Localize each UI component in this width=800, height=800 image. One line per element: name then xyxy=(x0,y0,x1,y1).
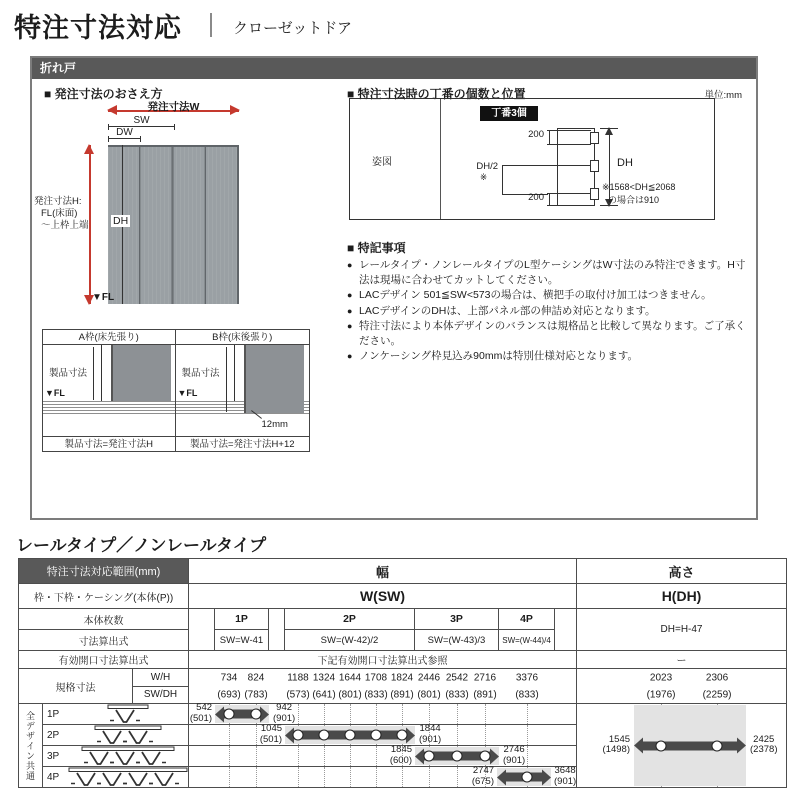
hinge-icon xyxy=(590,132,599,144)
standard-heights-row xyxy=(577,669,786,686)
standard-heights-inner-row xyxy=(577,686,786,703)
frame-b-title: B枠(床後張り) xyxy=(176,330,310,345)
note-item xyxy=(347,304,749,319)
range-max-inner: (901) xyxy=(419,734,442,745)
panel-count-label: 本体枚数 xyxy=(19,609,189,630)
grid-dotted-line xyxy=(298,746,299,766)
cell-divider xyxy=(440,99,441,219)
order-height-dimension xyxy=(89,145,91,304)
range-min-value: 1845 xyxy=(390,744,413,756)
bullet-icon: ● xyxy=(347,290,353,300)
standard-width-value: 2716 xyxy=(473,672,497,683)
standard-size-marker-icon xyxy=(224,709,235,720)
dim-line xyxy=(502,165,503,194)
range-max-value: 942 xyxy=(276,702,293,714)
formula-2p: SW=(W-42)/2 xyxy=(285,630,415,651)
hinge-note-line1: ※1568<DH≦2068 xyxy=(602,182,676,192)
tick-icon xyxy=(108,136,109,142)
product-dimension-line xyxy=(93,347,94,400)
standard-width-value: 1324 xyxy=(312,672,336,683)
range-max-label xyxy=(503,745,525,767)
grid-dotted-line xyxy=(256,767,257,787)
standard-widths-cell xyxy=(189,669,577,704)
arrow-up-icon xyxy=(605,127,613,135)
standard-width-inner-value: (801) xyxy=(417,689,441,700)
standard-size-marker-icon xyxy=(371,730,382,741)
range-chart-4p xyxy=(189,767,577,788)
grid-dotted-line xyxy=(429,704,430,724)
grid-dotted-line xyxy=(229,746,230,766)
unit-label: 単位:mm xyxy=(704,90,742,101)
standard-height-inner-value: (2259) xyxy=(702,689,732,700)
folding-door-panel xyxy=(30,56,758,520)
standard-width-inner-value: (833) xyxy=(515,689,539,700)
width-header: 幅 xyxy=(189,559,577,584)
standard-size-marker-icon xyxy=(293,730,304,741)
standard-width-inner-value: (693) xyxy=(217,689,241,700)
panel-row-label: 1P xyxy=(47,708,60,720)
fl-marker: ▼FL xyxy=(177,388,198,398)
standard-width-value: 1708 xyxy=(364,672,388,683)
grid-dotted-line xyxy=(376,704,377,724)
spacer-cell xyxy=(269,609,285,651)
dim-mid-mark: ※ xyxy=(480,172,488,182)
grid-dotted-line xyxy=(376,746,377,766)
standard-width-value: 1188 xyxy=(287,672,309,683)
range-chart-1p xyxy=(189,704,577,725)
height-range-cell xyxy=(577,704,787,788)
range-min-value: 1045 xyxy=(260,723,283,735)
standard-size-marker-icon xyxy=(251,709,262,720)
dh-label: DH xyxy=(113,215,129,227)
dim-line xyxy=(549,193,550,205)
frame-line xyxy=(234,345,235,401)
grid-dotted-line xyxy=(402,704,403,724)
folding-door-glyph xyxy=(81,746,175,766)
grid-dotted-line xyxy=(350,767,351,787)
standard-size-marker-icon xyxy=(656,740,667,751)
standard-width-value: 1824 xyxy=(390,672,414,683)
panel-count-3p: 3P xyxy=(415,609,499,630)
folding-door-icon-3p xyxy=(67,746,188,766)
range-max-value: 2746 xyxy=(503,744,525,756)
range-max-label xyxy=(273,703,295,725)
range-max-label xyxy=(419,724,441,746)
note-text: LACデザイン 501≦SW<573の場合は、横把手の取付け加工はつきません。 xyxy=(359,289,712,301)
note-item xyxy=(347,258,749,287)
panel-row-label: 3P xyxy=(47,750,60,762)
grid-dotted-line xyxy=(256,746,257,766)
dim-line xyxy=(502,165,591,166)
hinge-note-line2: の場合は910 xyxy=(608,195,660,205)
range-min-value: 2747 xyxy=(472,765,495,777)
height-formula: DH=H-47 xyxy=(577,609,787,651)
fl-marker: ▼FL xyxy=(92,292,115,303)
arrow-up-icon xyxy=(84,144,94,154)
standard-size-marker-icon xyxy=(397,730,408,741)
h-dh-header: H(DH) xyxy=(577,584,787,609)
range-min-inner: (501) xyxy=(259,734,283,745)
opening-value: 下記有効開口寸法算出式参照 xyxy=(189,651,577,669)
standard-size-label: 規格寸法 xyxy=(19,669,133,704)
bullet-icon: ● xyxy=(347,305,353,316)
standard-widths-inner-row xyxy=(189,686,576,703)
hinge-icon xyxy=(590,160,599,172)
fl-marker: ▼FL xyxy=(45,388,65,398)
grid-dotted-line xyxy=(457,704,458,724)
note-item xyxy=(347,288,749,303)
common-design-label: 全デザイン共通 xyxy=(19,704,43,788)
range-max-label xyxy=(554,766,576,788)
opening-height-value: ー xyxy=(577,651,787,669)
grid-dotted-line xyxy=(229,767,230,787)
note-item xyxy=(347,349,749,364)
hinge-section-heading: ■ 特注寸法時の丁番の個数と位置 xyxy=(347,87,526,101)
standard-size-marker-icon xyxy=(345,730,356,741)
dim-line xyxy=(547,193,591,194)
dim-line xyxy=(547,205,591,206)
opening-row-label: 有効開口寸法算出式 xyxy=(19,651,189,669)
row-label-3p xyxy=(43,746,189,767)
folding-door-glyph xyxy=(68,767,188,787)
frame-line xyxy=(101,345,102,401)
range-chart-3p xyxy=(189,746,577,767)
frame-a-title: A枠(床先張り) xyxy=(43,330,176,345)
note-text: ノンケーシング枠見込み90mmは特別仕様対応となります。 xyxy=(359,350,639,362)
range-min-inner: (600) xyxy=(389,755,413,766)
standard-width-inner-value: (573) xyxy=(286,689,310,700)
dh-label: DH xyxy=(617,157,633,169)
standard-height-value: 2023 xyxy=(649,672,673,683)
range-min-value: 542 xyxy=(196,702,213,714)
range-max-value: 3648 xyxy=(554,765,576,777)
formula-4p: SW=(W-44)/4 xyxy=(499,630,555,651)
bullet-icon: ● xyxy=(347,321,353,331)
dw-dimension xyxy=(108,127,141,139)
range-arrow-right-icon xyxy=(542,769,551,785)
range-min-label xyxy=(190,703,212,725)
product-dimension-label: 製品寸法 xyxy=(49,368,88,379)
standard-size-marker-icon xyxy=(319,730,330,741)
note-item xyxy=(347,319,749,348)
order-height-label-line1: 発注寸法H: xyxy=(34,196,82,207)
range-max-inner: (901) xyxy=(273,713,296,724)
range-max-inner: (901) xyxy=(503,755,526,766)
frame-b-diagram xyxy=(176,345,310,436)
sw-label: SW xyxy=(133,115,150,126)
range-max-inner: (2378) xyxy=(750,744,778,756)
range-arrow-right-icon xyxy=(737,738,746,754)
bullet-icon: ● xyxy=(347,351,353,361)
arrow-left-icon xyxy=(107,105,117,115)
w-sw-header: W(SW) xyxy=(189,584,577,609)
note-text: レールタイプ・ノンレールタイプのL型ケーシングはW寸法のみ特注できます。H寸法は現場に合わせてカットしてください。 xyxy=(359,259,746,286)
grid-dotted-line xyxy=(457,725,458,745)
tick-icon xyxy=(108,124,109,130)
grid-dotted-line xyxy=(350,746,351,766)
order-width-label: 発注寸法W xyxy=(147,101,200,113)
range-chart-2p xyxy=(189,725,577,746)
note-text: 特注寸法により本体デザインのバランスは規格品と比較して異なります。ご了承ください。 xyxy=(359,320,746,347)
range-min-label xyxy=(390,745,412,767)
order-section-heading: ■ 発注寸法のおさえ方 xyxy=(44,87,163,101)
grid-dotted-line xyxy=(324,746,325,766)
tick-icon xyxy=(174,124,175,130)
range-max-label xyxy=(750,735,777,757)
range-min-inner: (675) xyxy=(471,776,495,787)
order-height-label-line3: 〜上枠上端 xyxy=(41,220,89,231)
frame-row-label: 枠・下枠・ケーシング(本体(P)) xyxy=(19,584,189,609)
grid-dotted-line xyxy=(298,704,299,724)
grid-dotted-line xyxy=(527,704,528,724)
standard-widths-row xyxy=(189,669,576,686)
folding-door-glyph xyxy=(107,704,149,724)
wh-row-label: W/H xyxy=(133,669,189,687)
swdh-row-label: SW/DH xyxy=(133,686,189,704)
standard-width-value: 2446 xyxy=(417,672,441,683)
order-height-label-line2: FL(床面) xyxy=(41,208,78,219)
grid-dotted-line xyxy=(485,725,486,745)
dim-bottom-label: 200 xyxy=(528,192,544,203)
formula-row-label: 寸法算出式 xyxy=(19,630,189,651)
grid-dotted-line xyxy=(229,725,230,745)
height-range-chart xyxy=(577,704,786,787)
table-header: 特注寸法対応範囲(mm) xyxy=(19,559,189,584)
bullet-icon: ● xyxy=(347,260,353,270)
standard-size-marker-icon xyxy=(522,772,533,783)
formula-3p: SW=(W-43)/3 xyxy=(415,630,499,651)
dim-line xyxy=(549,130,550,144)
range-min-label xyxy=(472,766,494,788)
dimension-range-table xyxy=(18,558,787,788)
range-max-inner: (901) xyxy=(554,776,577,787)
standard-width-inner-value: (891) xyxy=(473,689,497,700)
standard-size-marker-icon xyxy=(424,751,435,762)
grid-dotted-line xyxy=(298,767,299,787)
door-cross-section xyxy=(111,345,171,401)
standard-size-marker-icon xyxy=(480,751,491,762)
figure-label: 姿図 xyxy=(372,157,392,168)
hinge-icon xyxy=(590,188,599,200)
product-dimension-line xyxy=(226,347,227,412)
frame-a-caption: 製品寸法=発注寸法H xyxy=(43,436,176,452)
panel-count-4p: 4P xyxy=(499,609,555,630)
floor-hatch xyxy=(43,401,175,414)
folding-door-icon-1p xyxy=(67,704,188,724)
grid-dotted-line xyxy=(457,767,458,787)
range-min-label xyxy=(603,735,630,757)
range-min-inner: (1498) xyxy=(602,744,631,756)
dim-mid-label: DH/2 xyxy=(476,161,498,172)
standard-width-value: 2542 xyxy=(445,672,469,683)
standard-size-marker-icon xyxy=(452,751,463,762)
panel-tab: 折れ戸 xyxy=(32,58,756,79)
range-max-value: 2425 xyxy=(753,733,775,745)
note-text: LACデザインのDHは、上部パネル部の伸詰め対応となります。 xyxy=(359,304,656,317)
row-label-2p xyxy=(43,725,189,746)
door-cross-section xyxy=(244,345,304,413)
range-min-label xyxy=(260,724,282,746)
notes-heading: ■ 特記事項 xyxy=(347,241,406,255)
standard-width-inner-value: (641) xyxy=(312,689,336,700)
dim-line xyxy=(547,130,591,131)
standard-width-value: 824 xyxy=(247,672,265,683)
standard-width-inner-value: (891) xyxy=(390,689,414,700)
table-section-title: レールタイプ／ノンレールタイプ xyxy=(16,536,267,555)
standard-width-inner-value: (833) xyxy=(364,689,388,700)
spacer-cell xyxy=(555,609,577,651)
row-label-1p xyxy=(43,704,189,725)
folding-door-icon-2p xyxy=(67,725,188,745)
header-divider xyxy=(210,13,212,37)
panel-row-label: 4P xyxy=(47,771,60,783)
grid-dotted-line xyxy=(256,725,257,745)
standard-height-inner-value: (1976) xyxy=(646,689,676,700)
formula-1p: SW=W-41 xyxy=(215,630,269,651)
folding-door-icon-4p xyxy=(67,767,188,787)
grid-dotted-line xyxy=(527,746,528,766)
grid-dotted-line xyxy=(376,767,377,787)
spacer-cell xyxy=(189,609,215,651)
grid-dotted-line xyxy=(402,767,403,787)
dim-top-label: 200 xyxy=(528,129,544,140)
notes-list xyxy=(347,258,749,365)
range-arrow-left-icon xyxy=(497,769,506,785)
grid-dotted-line xyxy=(429,767,430,787)
standard-width-value: 3376 xyxy=(515,672,539,683)
order-width-dimension xyxy=(108,101,239,113)
page-subtitle: クローゼットドア xyxy=(233,20,352,37)
folding-door-glyph xyxy=(94,725,162,745)
grid-dotted-line xyxy=(324,767,325,787)
standard-width-inner-value: (783) xyxy=(244,689,268,700)
height-header: 高さ xyxy=(577,559,787,584)
panel-row-label: 2P xyxy=(47,729,60,741)
arrow-right-icon xyxy=(230,105,240,115)
dw-label: DW xyxy=(116,127,133,138)
grid-dotted-line xyxy=(350,704,351,724)
standard-width-inner-value: (833) xyxy=(445,689,469,700)
panel-count-2p: 2P xyxy=(285,609,415,630)
gap-note: 12mm xyxy=(261,419,288,430)
range-min-value: 1545 xyxy=(608,733,631,745)
range-arrow-left-icon xyxy=(634,738,643,754)
standard-heights-cell xyxy=(577,669,787,704)
hinge-position-diagram xyxy=(349,98,715,220)
range-arrow-right-icon xyxy=(490,748,499,764)
panel-count-1p: 1P xyxy=(215,609,269,630)
standard-width-inner-value: (801) xyxy=(338,689,362,700)
frame-type-diagrams xyxy=(42,329,310,452)
order-height-label xyxy=(34,196,89,232)
frame-a-diagram xyxy=(43,345,176,436)
grid-dotted-line xyxy=(485,704,486,724)
range-max-value: 1844 xyxy=(419,723,441,735)
range-min-inner: (501) xyxy=(189,713,213,724)
standard-width-value: 734 xyxy=(220,672,238,683)
hinge-count-badge: 丁番3個 xyxy=(480,106,538,121)
product-dimension-label: 製品寸法 xyxy=(181,368,220,379)
grid-dotted-line xyxy=(324,704,325,724)
row-label-4p xyxy=(43,767,189,788)
standard-height-value: 2306 xyxy=(705,672,729,683)
standard-size-marker-icon xyxy=(712,740,723,751)
dim-line xyxy=(547,144,591,145)
page-title: 特注寸法対応 xyxy=(14,13,182,43)
frame-b-caption: 製品寸法=発注寸法H+12 xyxy=(176,436,310,452)
tick-icon xyxy=(140,136,141,142)
grid-dotted-line xyxy=(527,725,528,745)
standard-width-value: 1644 xyxy=(338,672,362,683)
